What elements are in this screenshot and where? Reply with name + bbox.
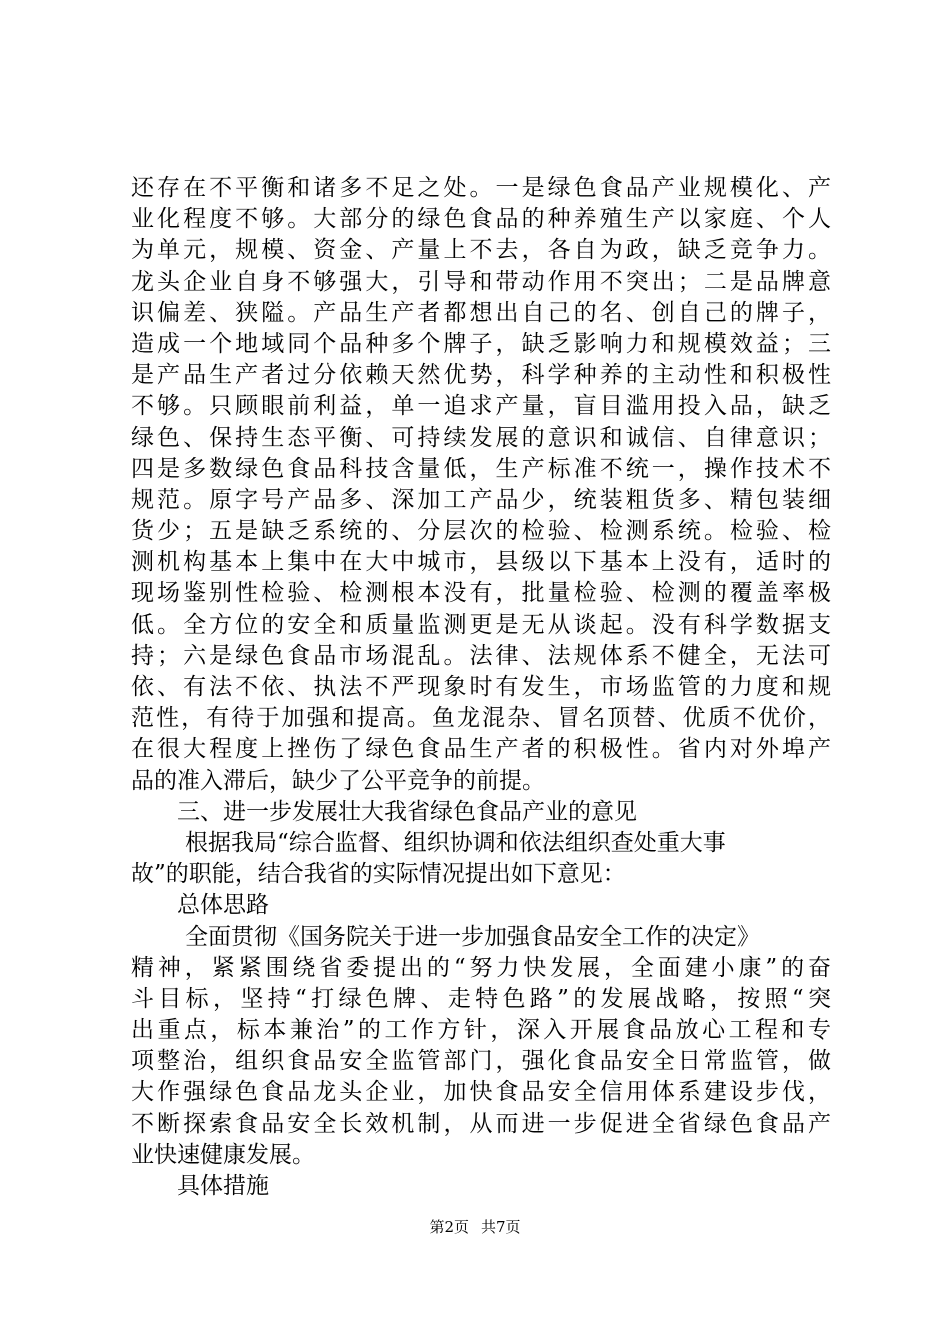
body-line: 斗目标，坚持“打绿色牌、走特色路”的发展战略，按照“突 xyxy=(131,985,831,1012)
body-line: 精神，紧紧围绕省委提出的“努力快发展，全面建小康”的奋 xyxy=(131,954,831,981)
body-line: 规范。原字号产品多、深加工产品少，统装粗货多、精包装细 xyxy=(131,486,831,513)
body-line: 大作强绿色食品龙头企业，加快食品安全信用体系建设步伐， xyxy=(131,1079,831,1106)
body-line: 还存在不平衡和诸多不足之处。一是绿色食品产业规模化、产 xyxy=(131,175,831,201)
body-line: 业化程度不够。大部分的绿色食品的种养殖生产以家庭、个人 xyxy=(131,206,831,233)
body-line: 现场鉴别性检验、检测根本没有，批量检验、检测的覆盖率极 xyxy=(131,580,831,607)
body-line: 龙头企业自身不够强大，引导和带动作用不突出；二是品牌意 xyxy=(131,268,831,295)
body-line: 项整治，组织食品安全监管部门，强化食品安全日常监管，做 xyxy=(131,1048,831,1075)
body-line: 识偏差、狭隘。产品生产者都想出自己的名、创自己的牌子， xyxy=(131,299,831,326)
body-line: 全面贯彻《国务院关于进一步加强食品安全工作的决定》 xyxy=(185,923,760,950)
body-line: 测机构基本上集中在大中城市，县级以下基本上没有，适时的 xyxy=(131,549,831,576)
body-line: 持；六是绿色食品市场混乱。法律、法规体系不健全，无法可 xyxy=(131,642,831,669)
subsection-heading: 总体思路 xyxy=(177,892,269,919)
body-line: 故”的职能，结合我省的实际情况提出如下意见： xyxy=(131,861,626,888)
page-total: 共7页 xyxy=(481,1218,521,1236)
body-line: 低。全方位的安全和质量监测更是无从谈起。没有科学数据支 xyxy=(131,611,831,638)
body-line: 出重点，标本兼治”的工作方针，深入开展食品放心工程和专 xyxy=(131,1017,831,1044)
body-line: 四是多数绿色食品科技含量低，生产标准不统一，操作技术不 xyxy=(131,455,831,482)
body-line: 根据我局“综合监督、组织协调和依法组织查处重大事 xyxy=(185,829,726,856)
body-line: 在很大程度上挫伤了绿色食品生产者的积极性。省内对外埠产 xyxy=(131,736,831,763)
section-heading: 三、进一步发展壮大我省绿色食品产业的意见 xyxy=(177,798,637,825)
document-body xyxy=(131,173,831,1202)
body-line: 不够。只顾眼前利益，单一追求产量，盲目滥用投入品，缺乏 xyxy=(131,393,831,420)
body-line: 是产品生产者过分依赖天然优势，科学种养的主动性和积极性 xyxy=(131,362,831,389)
page-number: 第2页 xyxy=(429,1218,469,1236)
body-line: 依、有法不依、执法不严现象时有发生，市场监管的力度和规 xyxy=(131,674,831,700)
body-line: 品的准入滞后，缺少了公平竞争的前提。 xyxy=(131,767,545,794)
body-line: 业快速健康发展。 xyxy=(131,1141,315,1168)
subsection-heading: 具体措施 xyxy=(177,1173,269,1199)
body-line: 范性，有待于加强和提高。鱼龙混杂、冒名顶替、优质不优价， xyxy=(131,705,831,732)
body-line: 绿色、保持生态平衡、可持续发展的意识和诚信、自律意识； xyxy=(131,424,831,451)
body-line: 不断探索食品安全长效机制，从而进一步促进全省绿色食品产 xyxy=(131,1110,831,1137)
body-line: 货少；五是缺乏系统的、分层次的检验、检测系统。检验、检 xyxy=(131,518,831,545)
body-line: 造成一个地域同个品种多个牌子，缺乏影响力和规模效益；三 xyxy=(131,330,831,357)
page-footer xyxy=(0,1216,950,1237)
body-line: 为单元，规模、资金、产量上不去，各自为政，缺乏竞争力。 xyxy=(131,237,831,264)
